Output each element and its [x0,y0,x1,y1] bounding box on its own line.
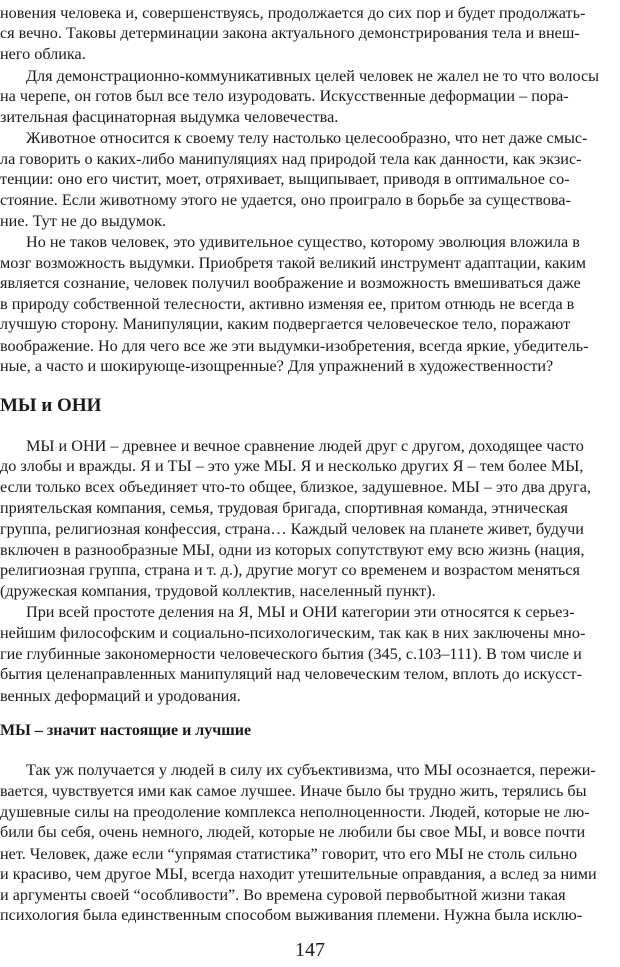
text-line: тенции: оно его чистит, моет, отряхивает, выщипывает, приводя в оптимальное со- [0,170,570,189]
text-line: вается, чувствуется ими как самое лучшее. Иначе было бы трудно жить, терялись бы [0,782,587,801]
text-line: приятельская компания, семья, трудовая бригада, спортивная команда, этническая [0,498,568,517]
text-line: в природу собственной телесности, активно изменяя ее, притом отнюдь не всегда в [0,294,575,313]
text-line: лучшую сторону. Манипуляции, каким подвергается человеческое тело, поражают [0,315,571,334]
text-line: Животное относится к своему телу настолько целесообразно, что нет даже смыс- [26,129,588,148]
text-line: до злобы и вражды. Я и ТЫ – это уже МЫ. Я и несколько других Я – тем более МЫ, [0,457,584,476]
text-line: воображение. Но для чего все же эти выдумки-изобретения, всегда яркие, убедитель- [0,336,589,355]
text-line: Для демонстрационно-коммуникативных целей человек не жалел не то что волосы [26,66,600,85]
text-line: ние. Тут не до выдумок. [0,211,167,230]
text-line: и красиво, чем другое МЫ, всегда находит утешительные оправдания, а вслед за ними [0,865,597,884]
text-line: психология была единственным способом выживания племени. Нужна была исклю- [0,906,583,925]
text-line: группа, религиозная конфессия, страна… Каждый человек на планете живет, будучи [0,520,584,539]
text-line: гие глубинные закономерности человеческого бытия (345, с.103–111). В том числе и [0,644,582,663]
text-line: зительная фасцинаторная выдумка человечества. [0,107,339,126]
text-line: При всей простоте деления на Я, МЫ и ОНИ категории эти относятся к серьез- [26,603,575,622]
section-heading: МЫ и ОНИ [0,394,102,416]
text-line: били бы себя, очень немного, людей, которые не любили бы свое МЫ, и вовсе почти [0,823,586,842]
text-line: стояние. Если животному этого не удается, оно проиграло в борьбе за существова- [0,190,571,209]
text-line: МЫ и ОНИ – древнее и вечное сравнение людей друг с другом, доходящее часто [26,436,584,455]
text-line: Так уж получается у людей в силу их субъективизма, что МЫ осознается, пережи- [26,761,596,780]
text-line: нет. Человек, даже если “упрямая статистика” говорит, что его МЫ не столь сильно [0,844,578,863]
text-line: на черепе, он готов был все тело изуродовать. Искусственные деформации – пора- [0,87,569,106]
subsection-heading: МЫ – значит настоящие и лучшие [0,722,252,740]
text-line: (дружеская компания, трудовой коллектив, населенный пункт). [0,581,436,600]
text-line: венных деформаций и уродования. [0,686,241,705]
text-line: религиозная группа, страна и т. д.), другие могут со временем и возрастом меняться [0,561,580,580]
page-number: 147 [295,939,325,961]
text-line: и аргументы своей “особливости”. Во времена суровой первобытной жизни такая [0,885,566,904]
text-line: ные, а часто и шокирующе-изощренные? Для упражнений в художественности? [0,357,554,376]
text-line: душевные силы на преодоление комплекса неполноценности. Людей, которые не лю- [0,802,590,821]
text-line: ся вечно. Таковы детерминации закона актуального демонстрирования тела и внеш- [0,24,580,43]
text-line: нейшим философским и социально-психологическим, так как в них заключены мно- [0,623,586,642]
text-line: если только всех объединяет что-то общее, близкое, задушевное. МЫ – это два друга, [0,478,591,497]
text-line: ла говорить о каких-либо манипуляциях над природой тела как данности, как экзис- [0,149,582,168]
text-line: новения человека и, совершенствуясь, продолжается до сих пор и будет продолжать- [0,3,586,22]
text-line: включен в разнообразные МЫ, одни из которых сопутствуют ему всю жизнь (нация, [0,540,585,559]
text-line: Но не таков человек, это удивительное существо, которому эволюция вложила в [26,233,580,252]
text-line: бытия целенаправленных манипуляций над человеческим телом, вплоть до искусст- [0,665,583,684]
text-line: является сознание, человек получил воображение и возможность вмешиваться даже [0,274,581,293]
text-line: него облика. [0,45,86,64]
text-line: мозг возможность выдумки. Приобретя такой великий инструмент адаптации, каким [0,253,587,272]
